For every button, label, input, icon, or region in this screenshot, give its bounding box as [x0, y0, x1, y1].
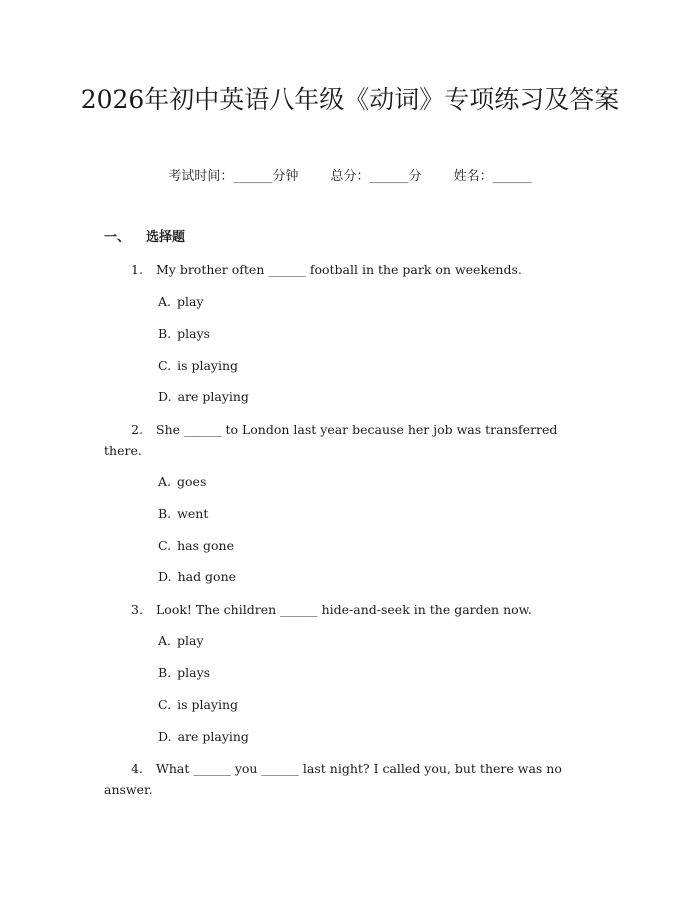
option-letter: B. [158, 665, 172, 680]
option-letter: A. [158, 474, 172, 489]
option-text: is playing [177, 697, 239, 712]
option-letter: C. [158, 358, 172, 373]
question-3-option-d [158, 728, 249, 746]
option-text: goes [177, 474, 207, 489]
question-2-option-a [158, 473, 206, 491]
question-number: 2. [131, 422, 143, 437]
option-letter: D. [158, 729, 172, 744]
question-1-option-b [158, 325, 210, 343]
section-number: 一、 [104, 230, 131, 245]
option-text: are playing [177, 389, 249, 404]
question-text: What ______ you ______ last night? I called you, but there was no answer. [104, 761, 562, 797]
question-1 [104, 259, 586, 280]
question-1-option-c [158, 357, 238, 375]
option-letter: D. [158, 389, 172, 404]
option-letter: A. [158, 294, 172, 309]
exam-meta [0, 168, 700, 186]
option-letter: A. [158, 633, 172, 648]
option-text: plays [177, 326, 211, 341]
option-letter: D. [158, 569, 172, 584]
option-text: play [177, 294, 204, 309]
question-2-option-c [158, 537, 234, 555]
question-3-option-c [158, 696, 238, 714]
page-title: 2026年初中英语八年级《动词》专项练习及答案 [80, 85, 620, 114]
question-text: My brother often ______ football in the park on weekends. [156, 262, 522, 277]
question-number: 4. [131, 761, 143, 776]
question-number: 3. [131, 602, 143, 617]
question-2 [104, 419, 586, 461]
option-text: is playing [177, 358, 239, 373]
question-text: Look! The children ______ hide-and-seek in the garden now. [156, 602, 532, 617]
option-text: has gone [177, 538, 234, 553]
question-1-option-a [158, 293, 204, 311]
option-letter: B. [158, 326, 172, 341]
option-text: had gone [177, 569, 237, 584]
student-name-field: 姓名：______ [453, 169, 532, 184]
option-text: went [177, 506, 209, 521]
question-4 [104, 758, 586, 800]
option-letter: C. [158, 538, 172, 553]
section-heading [104, 229, 185, 247]
question-text: She ______ to London last year because her job was transferred there. [104, 422, 558, 458]
question-number: 1. [131, 262, 143, 277]
exam-time-field: 考试时间：______分钟 [168, 169, 299, 184]
question-2-option-d [158, 568, 236, 586]
section-title: 选择题 [146, 230, 186, 245]
option-text: plays [177, 665, 211, 680]
question-3-option-a [158, 632, 204, 650]
total-score-field: 总分：______分 [330, 169, 422, 184]
option-text: play [177, 633, 204, 648]
question-1-option-d [158, 388, 249, 406]
option-text: are playing [177, 729, 249, 744]
option-letter: B. [158, 506, 172, 521]
question-2-option-b [158, 505, 208, 523]
question-3-option-b [158, 664, 210, 682]
question-3 [104, 599, 586, 620]
option-letter: C. [158, 697, 172, 712]
